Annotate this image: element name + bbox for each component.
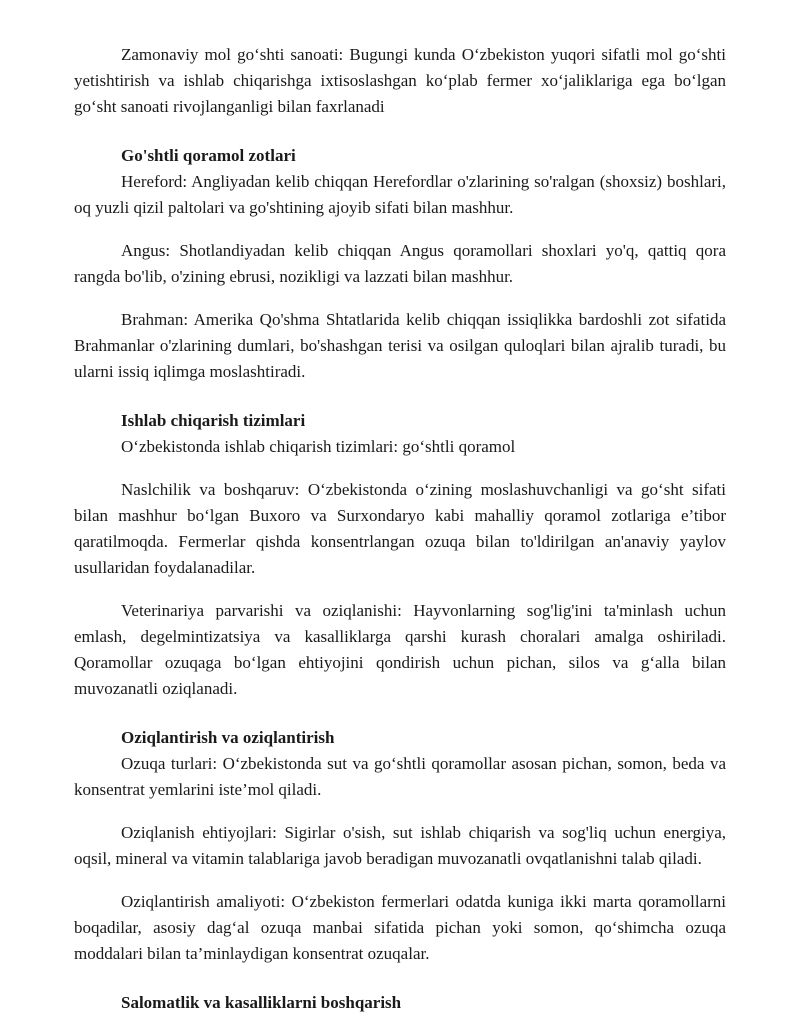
paragraph-feed-needs: Oziqlanish ehtiyojlari: Sigirlar o'sish, sut ishlab chiqarish va sog'liq uchun energiya, oqsil, mineral va vitamin talablariga javob beradigan muvozanatli ovqatlanishni talab qiladi.: [74, 823, 726, 868]
paragraph-angus: Angus: Shotlandiyadan kelib chiqqan Angus qoramollari shoxlari yo'q, qattiq qora rangda bo'lib, o'zining ebrusi, nozikligi va lazzati bilan mashhur.: [74, 241, 726, 286]
paragraph-breeding: Naslchilik va boshqaruv: O‘zbekistonda o‘zining moslashuvchanligi va go‘sht sifati bilan mashhur bo‘lgan Buxoro va Surxondaryo kabi mahalliy qoramol zotlariga e’tibor qaratilmoqda. Fermerlar qishda konsentrlangan ozuqa bilan to'ldirilgan an'anaviy yaylov usullaridan foydalanadilar.: [74, 480, 726, 577]
heading-health-management: Salomatlik va kasalliklarni boshqarish: [121, 993, 402, 1012]
paragraph-feed-types: Ozuqa turlari: O‘zbekistonda sut va go‘shtli qoramollar asosan pichan, somon, beda va konsentrat yemlarini iste’mol qiladi.: [74, 754, 726, 799]
paragraph-systems-intro: O‘zbekistonda ishlab chiqarish tizimlari: go‘shtli qoramol: [121, 437, 516, 456]
heading-meat-cattle-breeds: Go'shtli qoramol zotlari: [121, 146, 296, 165]
paragraph-veterinary: Veterinariya parvarishi va oziqlanishi: Hayvonlarning sog'lig'ini ta'minlash uchun emlash, degelmintizatsiya va kasalliklarga qarshi kurash choralari amalga oshiriladi. Qoramollar ozuqaga bo‘lgan ehtiyojini qondirish uchun pichan, silos va g‘alla bilan muvozanatli oziqlanadi.: [74, 601, 726, 698]
heading-production-systems: Ishlab chiqarish tizimlari: [121, 411, 306, 430]
paragraph-brahman: Brahman: Amerika Qo'shma Shtatlarida kelib chiqqan issiqlikka bardoshli zot sifatida Brahmanlar o'zlarining dumlari, bo'shashgan terisi va osilgan quloqlari bilan ajralib turadi, bu ularni issiq iqlimga moslashtiradi.: [74, 310, 726, 381]
paragraph-feed-practice: Oziqlantirish amaliyoti: O‘zbekiston fermerlari odatda kuniga ikki marta qoramollarni boqadilar, asosiy dag‘al ozuqa manbai sifatida pichan yoki somon, qo‘shimcha ozuqa moddalari bilan ta’minlaydigan konsentrat ozuqalar.: [74, 892, 726, 963]
paragraph-intro: Zamonaviy mol go‘shti sanoati: Bugungi kunda O‘zbekiston yuqori sifatli mol go‘shti yetishtirish va ishlab chiqarishga ixtisoslashgan ko‘plab fermer xo‘jaliklariga ega bo‘lgan go‘sht sanoati rivojlanganligi bilan faxrlanadi: [74, 45, 726, 116]
paragraph-hereford: Hereford: Angliyadan kelib chiqqan Herefordlar o'zlarining so'ralgan (shoxsiz) boshlari, oq yuzli qizil paltolari va go'shtining ajoyib sifati bilan mashhur.: [74, 172, 726, 217]
heading-feeding: Oziqlantirish va oziqlantirish: [121, 728, 335, 747]
